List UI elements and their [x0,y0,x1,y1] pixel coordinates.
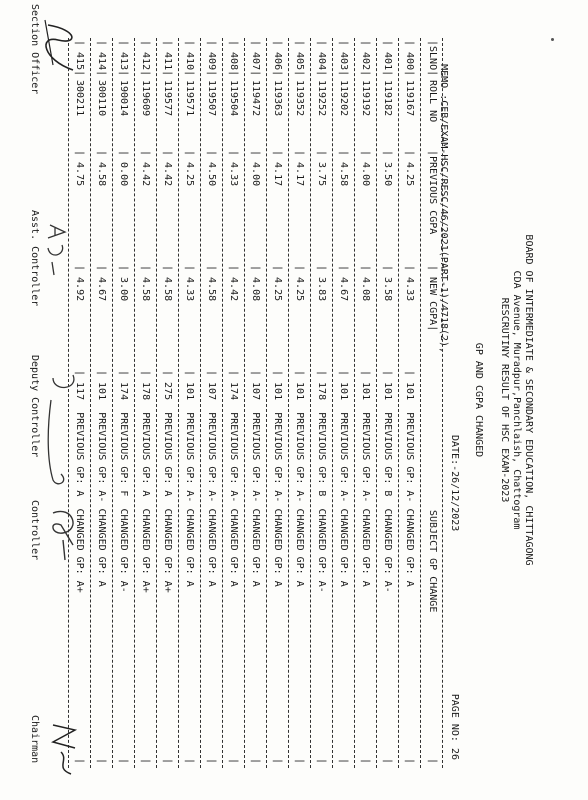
row-separator [310,38,311,768]
deputy-controller-signature [43,370,83,490]
row-roll: 119577 [162,80,173,117]
row-subject-change: | 101 PREVIOUS GP: A- CHANGED GP: A [360,370,371,587]
row-slno: | 414| [96,40,107,77]
row-separator [178,38,179,768]
row-end: | [272,758,283,765]
row-slno: | 401| [382,40,393,77]
row-prev-cgpa: | 4.42 [162,150,173,187]
page-speck [551,38,554,41]
row-separator [222,38,223,768]
row-prev-cgpa: | 4.25 [184,150,195,187]
row-roll: 119352 [294,80,305,117]
row-end: | [118,758,129,765]
col-header-new-cgpa: | NEW CGPA| [427,265,438,332]
section-officer-label: Section Officer [29,4,40,95]
row-prev-cgpa: | 4.58 [338,150,349,187]
row-roll: 119504 [228,80,239,117]
row-separator [200,38,201,768]
row-subject-change: | 101 PREVIOUS GP: B CHANGED GP: A- [382,370,393,593]
row-roll: 119472 [250,80,261,117]
row-roll: 119202 [338,80,349,117]
row-slno: | 404| [316,40,327,77]
row-end: | [316,758,327,765]
row-new-cgpa: | 4.92 [74,265,85,302]
row-slno: | 405| [294,40,305,77]
row-prev-cgpa: | 4.42 [140,150,151,187]
row-subject-change: | 107 PREVIOUS GP: A- CHANGED GP: A [250,370,261,587]
memo-date: DATE:-26/12/2023 [449,435,460,532]
asst-controller-label: Asst. Controller [29,210,40,307]
row-prev-cgpa: | 4.00 [250,150,261,187]
controller-label: Controller [29,500,40,561]
row-new-cgpa: | 3.00 [118,265,129,302]
row-new-cgpa: | 4.08 [360,265,371,302]
row-new-cgpa: | 4.25 [294,265,305,302]
row-slno: | 413| [118,40,129,77]
page-number: PAGE NO: 26 [449,693,460,760]
controller-signature [43,505,83,565]
row-roll: 119609 [140,80,151,117]
row-slno: | 415| [74,40,85,77]
row-subject-change: | 178 PREVIOUS GP: B CHANGED GP: A- [316,370,327,593]
row-subject-change: | 107 PREVIOUS GP: A- CHANGED GP: A [206,370,217,587]
asst-controller-signature [40,220,70,280]
row-roll: 300211 [74,80,85,117]
row-separator [376,38,377,768]
row-new-cgpa: | 4.58 [162,265,173,302]
row-new-cgpa: | 3.58 [382,265,393,302]
row-roll: 119571 [184,80,195,117]
row-roll: 119192 [360,80,371,117]
row-end: | [250,758,261,765]
row-new-cgpa: | 4.33 [404,265,415,302]
row-end: | [96,758,107,765]
row-new-cgpa: | 4.42 [228,265,239,302]
col-header-end: | [427,758,438,765]
row-subject-change: | 101 PREVIOUS GP: A- CHANGED GP: A [404,370,415,587]
row-roll: 119363 [272,80,283,117]
row-prev-cgpa: | 4.50 [206,150,217,187]
row-subject-change: | 101 PREVIOUS GP: A- CHANGED GP: A [96,370,107,587]
table-header-rule [420,38,421,768]
row-separator [266,38,267,768]
row-roll: 119507 [206,80,217,117]
row-new-cgpa: | 3.83 [316,265,327,302]
deputy-controller-label: Deputy Controller [29,355,40,458]
board-title: BOARD OF INTERMEDIATE & SECONDARY EDUCATION, CHITTAGONG [523,234,534,566]
row-slno: | 402| [360,40,371,77]
row-end: | [184,758,195,765]
row-separator [288,38,289,768]
col-header-roll: ROLL NO [427,80,438,123]
chairman-label: Chairman [29,715,40,764]
row-prev-cgpa: | 4.17 [272,150,283,187]
row-separator [112,38,113,768]
row-end: | [360,758,371,765]
table-header-row [425,40,439,765]
row-new-cgpa: | 4.67 [96,265,107,302]
row-subject-change: | 117 PREVIOUS GP: A CHANGED GP: A+ [74,370,85,593]
board-address: CDA Avenue, Muradpur,Panchlaish, Chattogram [511,270,522,530]
row-end: | [404,758,415,765]
row-roll: 119182 [382,80,393,117]
row-slno: | 411| [162,40,173,77]
row-prev-cgpa: | 4.75 [74,150,85,187]
row-prev-cgpa: | 3.75 [316,150,327,187]
row-roll: 119167 [404,80,415,117]
row-roll: 190014 [118,80,129,117]
row-prev-cgpa: | 4.33 [228,150,239,187]
row-subject-change: | 174 PREVIOUS GP: F CHANGED GP: A- [118,370,129,593]
col-header-prev-cgpa: |PREVIOUS CGPA [427,150,438,235]
row-end: | [140,758,151,765]
row-slno: | 400| [404,40,415,77]
row-roll: 300110 [96,80,107,117]
row-end: | [162,758,173,765]
row-slno: | 407| [250,40,261,77]
row-slno: | 408| [228,40,239,77]
row-separator [354,38,355,768]
row-subject-change: | 178 PREVIOUS GP: A CHANGED GP: A+ [140,370,151,593]
row-separator [134,38,135,768]
memo-number: MEMO :CEB/EXAM-HSC/RESC/46/2021(PART-1)/4718(2), [438,64,449,354]
row-prev-cgpa: | 4.58 [96,150,107,187]
row-separator [156,38,157,768]
table-top-rule [442,38,443,768]
row-prev-cgpa: | 3.50 [382,150,393,187]
row-prev-cgpa: | 4.25 [404,150,415,187]
row-slno: | 403| [338,40,349,77]
row-subject-change: | 101 PREVIOUS GP: A- CHANGED GP: A [294,370,305,587]
row-end: | [382,758,393,765]
row-new-cgpa: | 4.58 [206,265,217,302]
row-subject-change: | 174 PREVIOUS GP: A- CHANGED GP: A [228,370,239,587]
row-new-cgpa: | 4.67 [338,265,349,302]
row-subject-change: | 275 PREVIOUS GP: A CHANGED GP: A+ [162,370,173,593]
row-separator [398,38,399,768]
row-slno: | 410| [184,40,195,77]
section-officer-signature [38,15,83,75]
row-slno: | 409| [206,40,217,77]
row-end: | [206,758,217,765]
report-subtitle: GP AND CGPA CHANGED [473,342,484,458]
row-slno: | 406| [272,40,283,77]
row-end: | [228,758,239,765]
exam-title: RESCRUTINY RESULT OF HSC EXAM-2023 [499,297,510,503]
row-prev-cgpa: | 4.00 [360,150,371,187]
row-prev-cgpa: | 0.00 [118,150,129,187]
row-end: | [294,758,305,765]
row-new-cgpa: | 4.33 [184,265,195,302]
row-separator [90,38,91,768]
row-new-cgpa: | 4.08 [250,265,261,302]
row-subject-change: | 101 PREVIOUS GP: A- CHANGED GP: A [338,370,349,587]
col-header-subject: SUBJECT GP CHANGE [427,510,438,613]
row-subject-change: | 101 PREVIOUS GP: A- CHANGED GP: A [184,370,195,587]
col-header-slno: |SLNO| [427,40,438,77]
row-slno: | 412| [140,40,151,77]
row-separator [244,38,245,768]
row-prev-cgpa: | 4.17 [294,150,305,187]
row-end: | [74,758,85,765]
row-new-cgpa: | 4.58 [140,265,151,302]
row-end: | [338,758,349,765]
row-roll: 119252 [316,80,327,117]
row-subject-change: | 101 PREVIOUS GP: A- CHANGED GP: A [272,370,283,587]
chairman-signature [43,720,83,780]
row-new-cgpa: | 4.25 [272,265,283,302]
row-separator [332,38,333,768]
